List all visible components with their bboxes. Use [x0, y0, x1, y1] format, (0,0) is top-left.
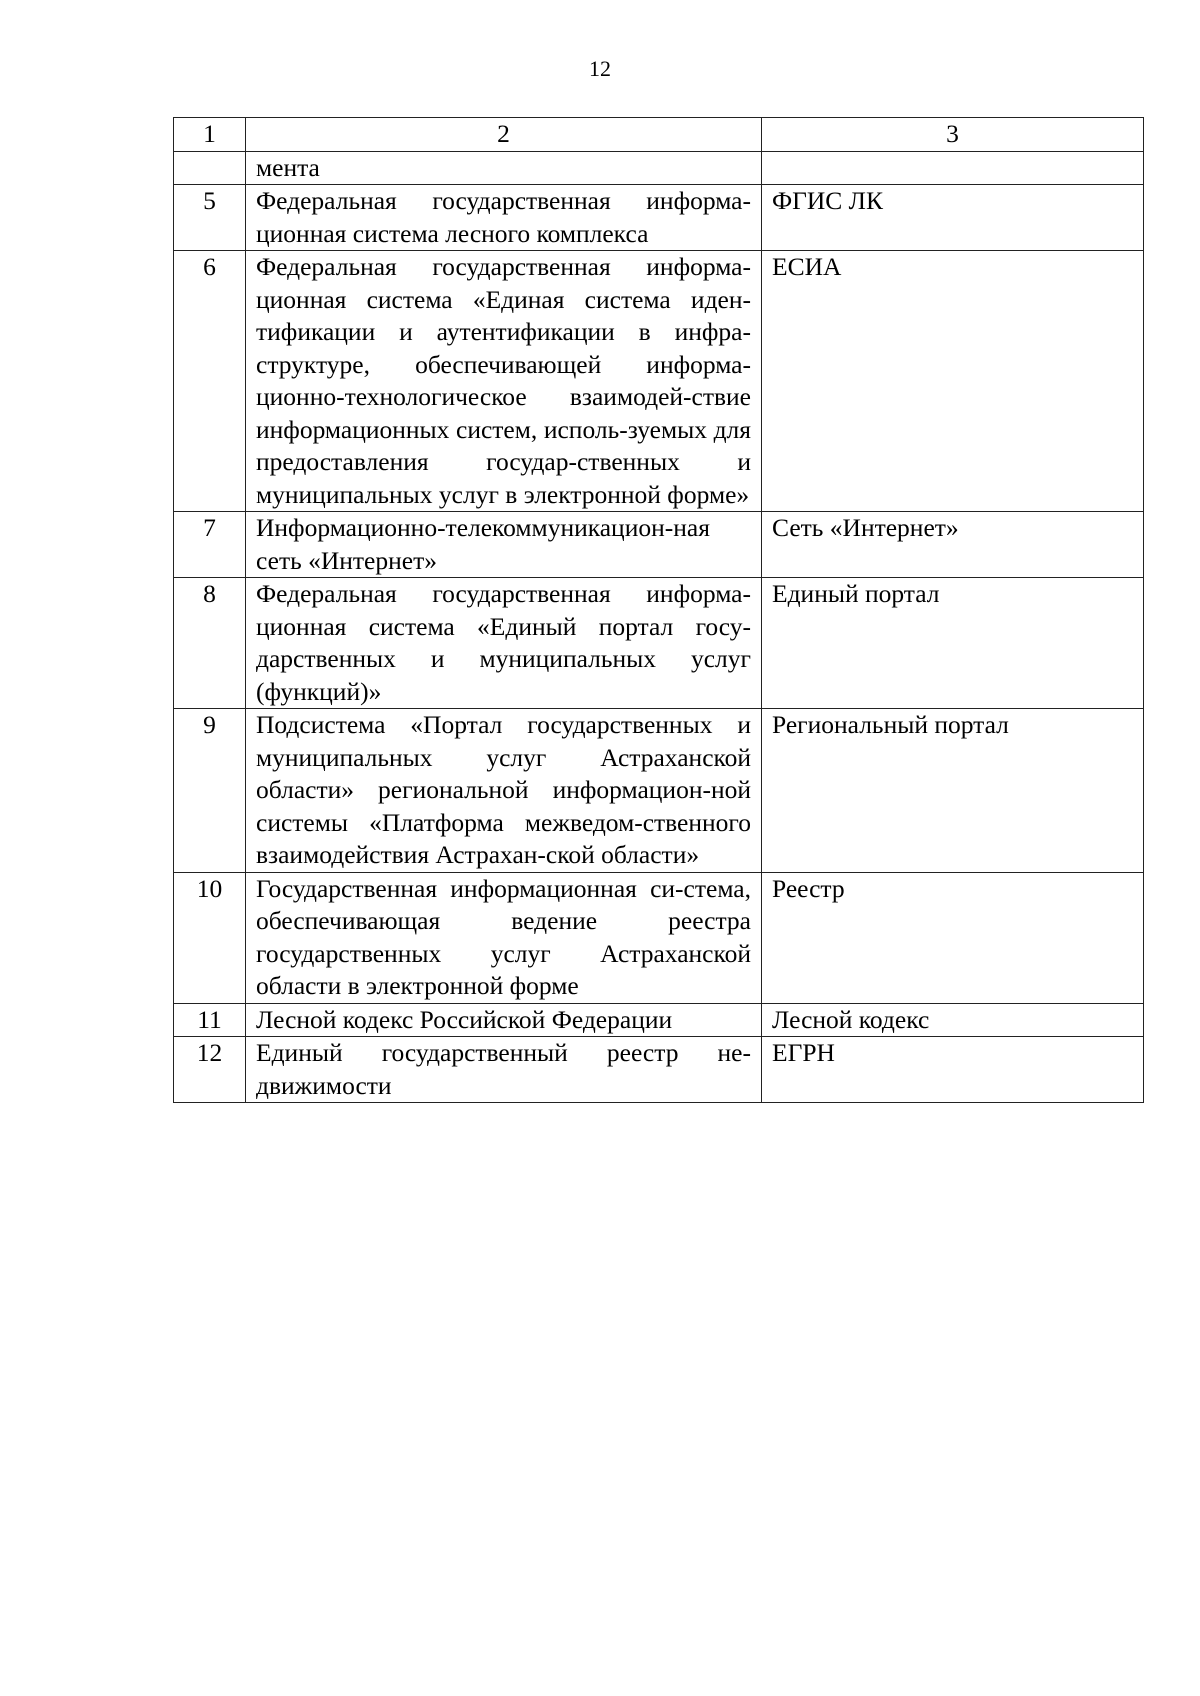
table-row	[174, 185, 1144, 251]
table-row	[174, 251, 1144, 512]
row-name: мента	[246, 151, 762, 185]
row-number: 12	[174, 1037, 246, 1103]
row-name: Государственная информационная си-стема, обеспечивающая ведение реестра государственных услуг Астраханской области в электронной форме	[246, 872, 762, 1003]
column-header-3: 3	[762, 118, 1144, 152]
table-row	[174, 1037, 1144, 1103]
row-abbreviation: ФГИС ЛК	[762, 185, 1144, 251]
row-name: Федеральная государственная информа-ционная система «Единая система иден-тификации и аутентификации в инфра-структуре, обеспечивающей информа-ционно-технологическое взаимодей-ствие информационных систем, исполь-зуемых для предоставления государ-ственных и муниципальных услуг в электронной форме»	[246, 251, 762, 512]
row-name: Лесной кодекс Российской Федерации	[246, 1003, 762, 1037]
table-row	[174, 578, 1144, 709]
row-name: Подсистема «Портал государственных и муниципальных услуг Астраханской области» региональной информацион-ной системы «Платформа межведом-ственного взаимодействия Астрахан-ской области»	[246, 709, 762, 873]
row-abbreviation: ЕГРН	[762, 1037, 1144, 1103]
row-number: 10	[174, 872, 246, 1003]
table-row	[174, 709, 1144, 873]
row-number: 5	[174, 185, 246, 251]
row-number: 9	[174, 709, 246, 873]
row-abbreviation: Сеть «Интернет»	[762, 512, 1144, 578]
column-header-2: 2	[246, 118, 762, 152]
row-number: 7	[174, 512, 246, 578]
row-number: 6	[174, 251, 246, 512]
row-abbreviation: Реестр	[762, 872, 1144, 1003]
row-number: 8	[174, 578, 246, 709]
table-row	[174, 872, 1144, 1003]
row-abbreviation: ЕСИА	[762, 251, 1144, 512]
row-number	[174, 151, 246, 185]
row-name: Федеральная государственная информа-ционная система лесного комплекса	[246, 185, 762, 251]
row-abbreviation	[762, 151, 1144, 185]
row-name: Информационно-телекоммуникацион-ная сеть «Интернет»	[246, 512, 762, 578]
page-number: 12	[589, 56, 611, 81]
row-number: 11	[174, 1003, 246, 1037]
row-abbreviation: Единый портал	[762, 578, 1144, 709]
table-header-row	[174, 118, 1144, 152]
column-header-1: 1	[174, 118, 246, 152]
row-abbreviation: Лесной кодекс	[762, 1003, 1144, 1037]
row-abbreviation: Региональный портал	[762, 709, 1144, 873]
systems-table	[173, 117, 1144, 1103]
table-row	[174, 1003, 1144, 1037]
table-row	[174, 151, 1144, 185]
row-name: Федеральная государственная информа-ционная система «Единый портал госу-дарственных и муниципальных услуг (функций)»	[246, 578, 762, 709]
row-name: Единый государственный реестр не-движимости	[246, 1037, 762, 1103]
table-row	[174, 512, 1144, 578]
